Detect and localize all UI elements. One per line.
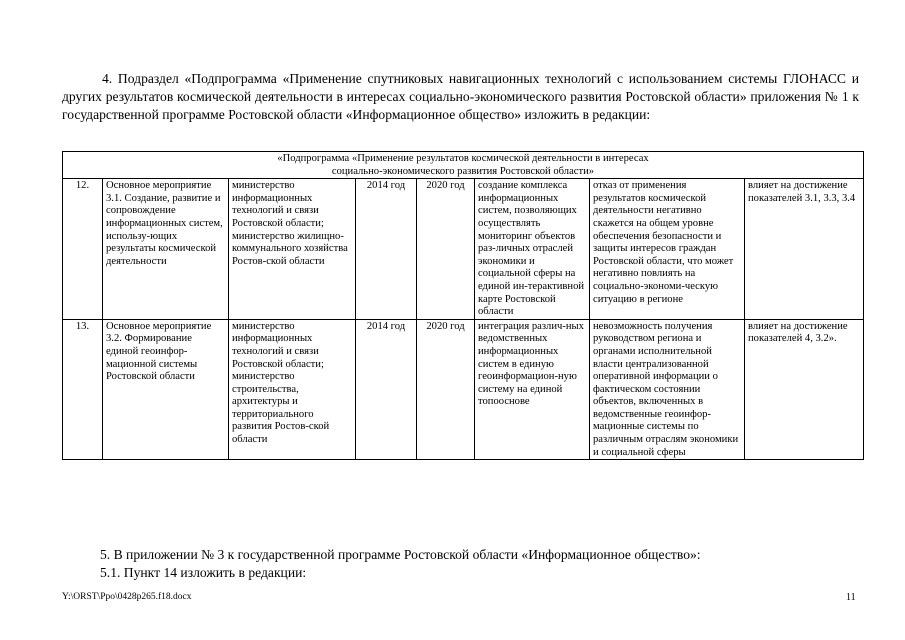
row-number: 13.: [63, 319, 103, 460]
bottom-line-1: 5. В приложении № 3 к государственной программе Ростовской области «Информационное общество»:: [100, 547, 701, 562]
consequences-cell: невозможность получения руководством региона и органами исполнительной власти централизованной оперативной информации о фактическом состоянии объектов, включенных в ведомственные геоинфор-мационные системы по различным отраслям экономики и социальной сферы: [590, 319, 745, 460]
executor-cell: министерство информационных технологий и связи Ростовской области; министерство жилищно-коммунального хозяйства Ростов-ской области: [229, 179, 356, 320]
table-row: [63, 179, 864, 320]
start-year-cell: 2014 год: [356, 179, 417, 320]
start-year-cell: 2014 год: [356, 319, 417, 460]
bottom-paragraphs: [100, 546, 701, 582]
table-row: [63, 319, 864, 460]
program-table: [62, 151, 864, 460]
table-header-row: [63, 152, 864, 179]
event-cell: Основное мероприятие 3.2. Формирование единой геоинфор-мационной системы Ростовской области: [103, 319, 229, 460]
table-header-cell: [63, 152, 864, 179]
indicators-cell: влияет на достижение показателей 4, 3.2».: [745, 319, 864, 460]
result-cell: создание комплекса информационных систем, позволяющих осуществлять мониторинг объектов раз-личных отраслей экономики и социальной сферы на единой ин-терактивной карте Ростовской области: [475, 179, 590, 320]
indicators-cell: влияет на достижение показателей 3.1, 3.3, 3.4: [745, 179, 864, 320]
footer-file-path: Y:\ORST\Ppo\0428p265.f18.docx: [62, 592, 192, 602]
page-number: 11: [846, 592, 856, 603]
intro-paragraph: [62, 70, 859, 124]
event-cell: Основное мероприятие 3.1. Создание, развитие и сопровождение информационных систем, использу-ющих результаты космической деятельности: [103, 179, 229, 320]
executor-cell: министерство информационных технологий и связи Ростовской области; министерство строительства, архитектуры и территориального развития Ростов-ской области: [229, 319, 356, 460]
end-year-cell: 2020 год: [417, 179, 475, 320]
end-year-cell: 2020 год: [417, 319, 475, 460]
result-cell: интеграция различ-ных ведомственных информационных систем в единую геоинформацион-ную систему на единой топооснове: [475, 319, 590, 460]
row-number: 12.: [63, 179, 103, 320]
consequences-cell: отказ от применения результатов космической деятельности негативно скажется на общем уровне обеспечения безопасности и защиты интересов граждан Ростовской области, что может негативно повлиять на социально-экономи-ческую ситуацию в регионе: [590, 179, 745, 320]
table-header-title: «Подпрограмма «Применение результатов космической деятельности в интересах социально-экономического развития Ростовской области»: [277, 153, 649, 177]
bottom-line-2: 5.1. Пункт 14 изложить в редакции:: [100, 565, 307, 580]
intro-text: 4. Подраздел «Подпрограмма «Применение спутниковых навигационных технологий с использованием системы ГЛОНАСС и других результатов космической деятельности в интересах социально-экономического развития Ростовской области» приложения № 1 к государственной программе Ростовской области «Информационное общество» изложить в редакции:: [62, 71, 859, 122]
